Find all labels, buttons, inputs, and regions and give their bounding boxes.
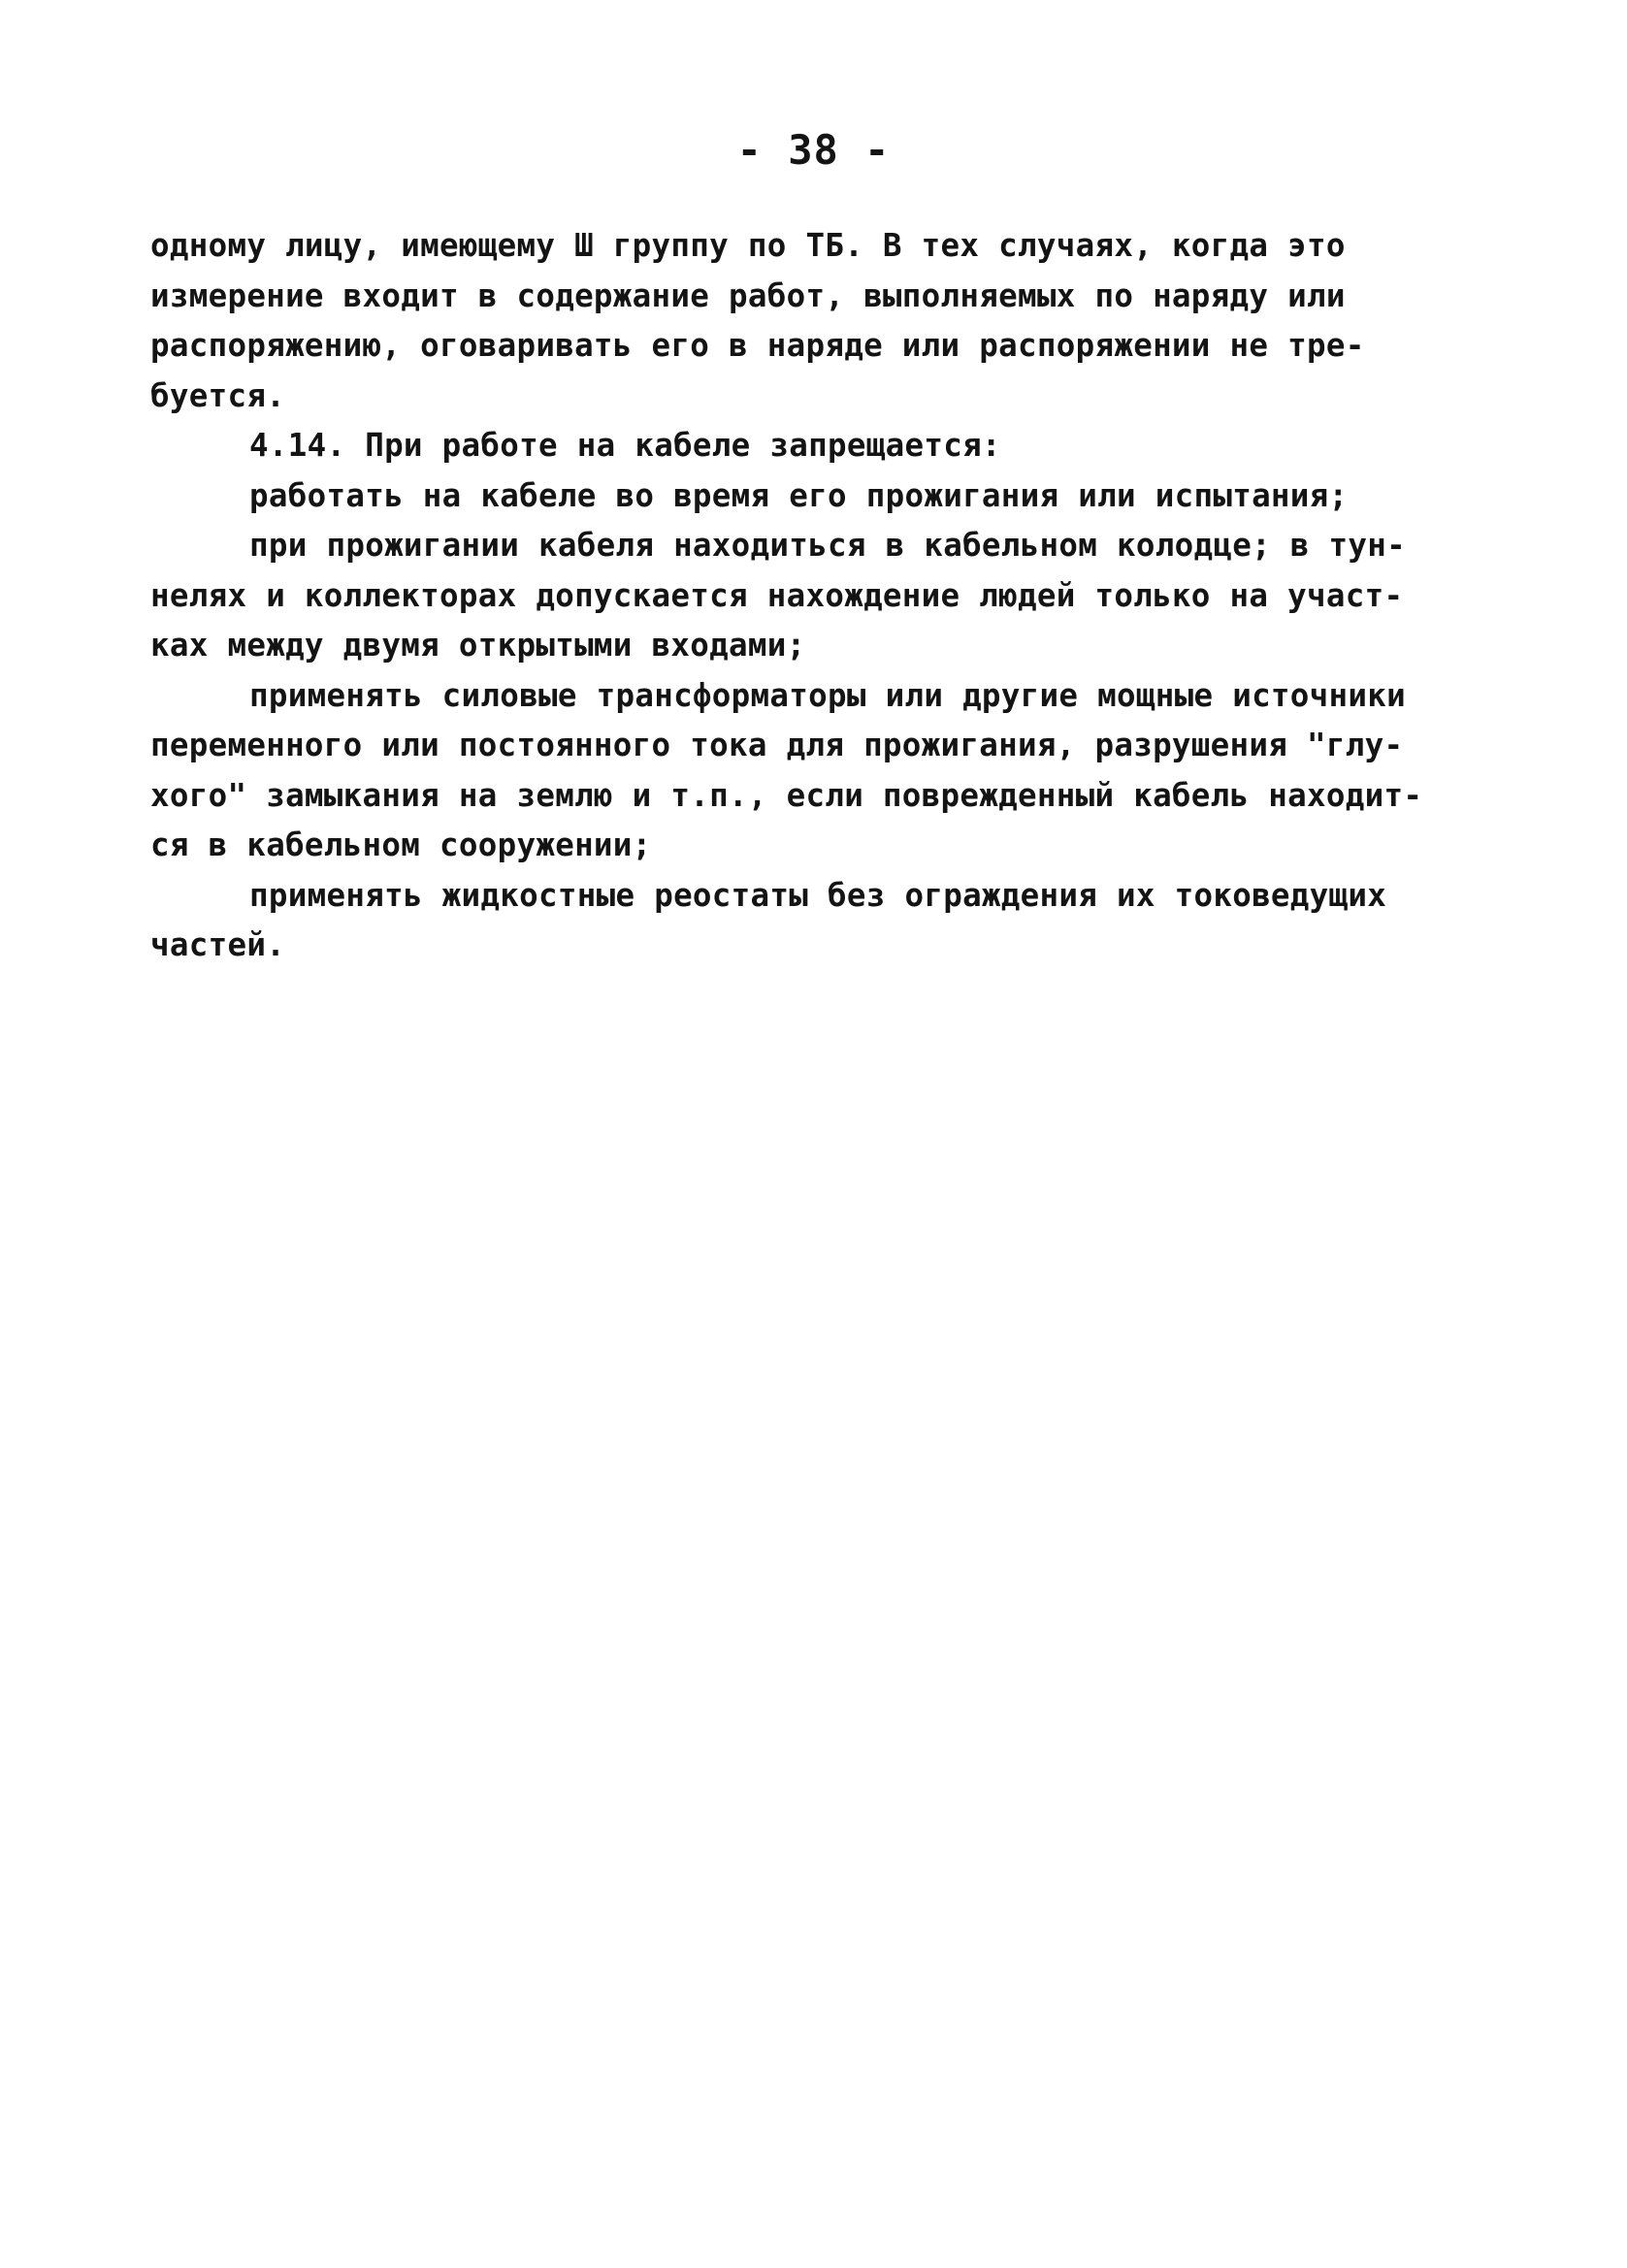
text-line: одному лицу, имеющему Ш группу по ТБ. В тех случаях, когда это [150,227,1346,264]
text-line: частей. [150,926,286,963]
text-line: ся в кабельном сооружении; [150,826,652,863]
page-number: - 38 - [736,126,891,174]
text-line: нелях и коллекторах допускается нахождение людей только на участ- [150,576,1404,614]
text-line: ках между двумя открытыми входами; [150,627,806,664]
text-line: распоряжению, оговаривать его в наряде или распоряжении не тре- [150,327,1365,364]
text-line: переменного или постоянного тока для прожигания, разрушения "глу- [150,727,1404,763]
section-heading: 4.14. При работе на кабеле запрещается: [249,427,1001,464]
text-line: хого" замыкания на землю и т.п., если поврежденный кабель находит- [150,776,1423,814]
text-line: применять жидкостные реостаты без ограждения их токоведущих [249,876,1387,914]
text-line: измерение входит в содержание работ, выполняемых по наряду или [150,276,1346,314]
text-line: применять силовые трансформаторы или другие мощные источники [249,676,1406,714]
text-line: работать на кабеле во время его прожигания или испытания; [249,476,1349,514]
document-body [150,221,1509,971]
text-line: буется. [150,376,286,414]
text-line: при прожигании кабеля находиться в кабельном колодце; в тун- [249,527,1406,564]
